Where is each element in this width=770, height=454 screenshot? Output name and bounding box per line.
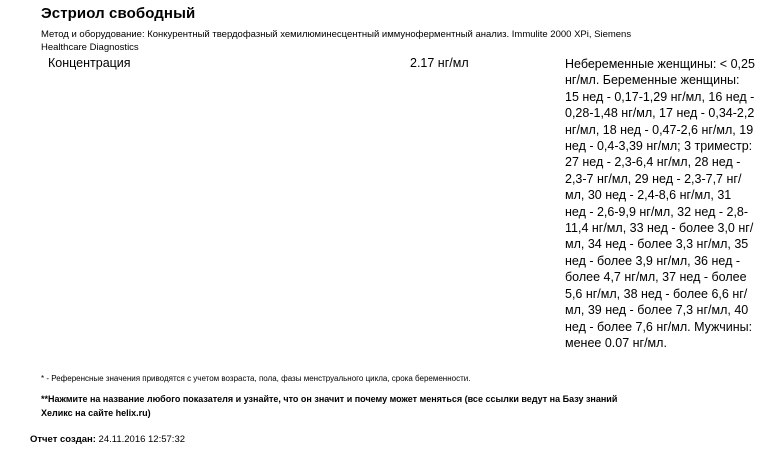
report-created [30, 434, 185, 445]
created-value: 24.11.2016 12:57:32 [98, 434, 186, 445]
method-description: Метод и оборудование: Конкурентный твердофазный хемилюминесцентный иммуноферментный анализ. Immulite 2000 XPi, Siemens Healthcare Diagnostics [41, 29, 632, 53]
reference-footnote: * - Референсные значения приводятся с учетом возраста, пола, фазы менструального цикла, срока беременности. [41, 374, 471, 383]
reference-range: Небеременные женщины: < 0,25 нг/мл. Беременные женщины: 15 нед - 0,17-1,29 нг/мл, 16 нед - 0,28-1,48 нг/мл, 17 нед - 0,34-2,2 нг/мл, 18 нед - 0,47-2,6 нг/мл, 19 нед - 0,4-3,39 нг/мл; 3 триместр: 27 нед - 2,3-6,4 нг/мл, 28 нед - 2,3-7 нг/мл, 29 нед - 2,3-7,7 нг/мл, 30 нед - 2,4-8,6 нг/мл, 31 нед - 2,6-9,9 нг/мл, 32 нед - 2,8-11,4 нг/мл, 33 нед - более 3,0 нг/мл, 34 нед - более 3,3 нг/мл, 35 нед - более 3,9 нг/мл, 36 нед - более 4,7 нг/мл, 37 нед - более 5,6 нг/мл, 38 нед - более 6,6 нг/мл, 39 нед - более 7,3 нг/мл, 40 нед - более 7,6 нг/мл. Мужчины: менее 0.07 нг/мл. [565, 57, 755, 350]
knowledge-base-note: **Нажмите на название любого показателя и узнайте, что он значит и почему может меняться (все ссылки ведут на Базу знаний Хеликс на сайте helix.ru) [41, 394, 618, 418]
parameter-name-link[interactable]: Концентрация [48, 56, 131, 70]
created-label: Отчет создан: [30, 434, 96, 445]
report-title: Эстриол свободный [41, 5, 196, 22]
parameter-value: 2.17 нг/мл [410, 56, 469, 70]
